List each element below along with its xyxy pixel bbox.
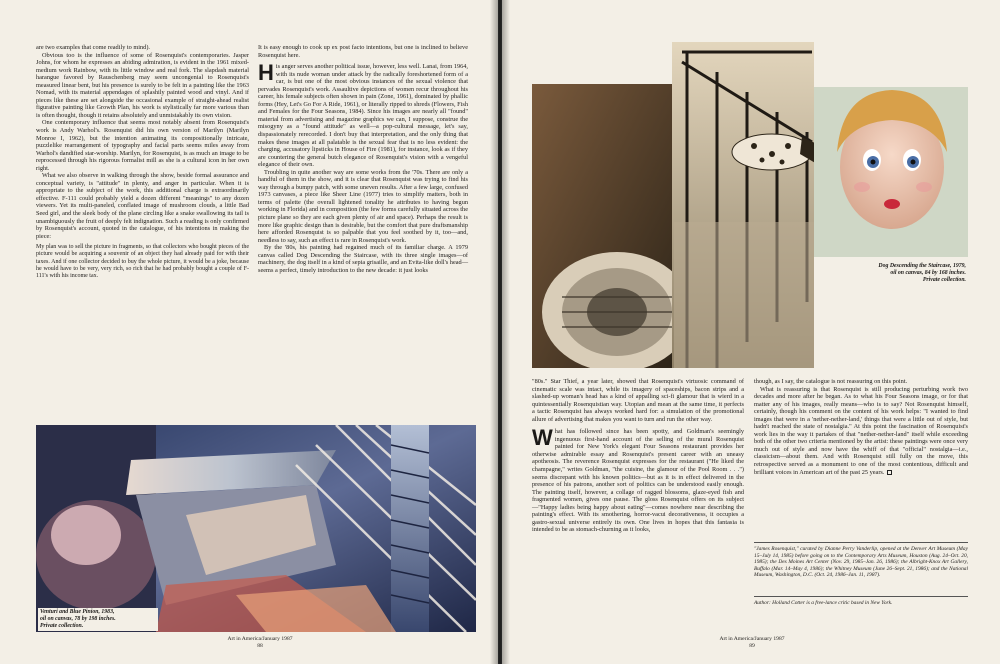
paragraph: are two examples that come readily to mind). [36,44,151,51]
author-note: Author: Holland Cotter is a free-lance critic based in New York. [754,600,893,606]
dog-descending-staircase-painting [532,42,968,368]
left-page-column-2 [258,44,468,274]
magazine-name: Art in America/January 1987 [227,636,293,642]
drop-cap: H [258,60,274,86]
magazine-name: Art in America/January 1987 [719,636,785,642]
paragraph: What is reassuring is that Rosenquist is still producing perturbing work two decades and more after he began. As to what his Four Seasons image, or for that matter any of his images, really means—who is to say? Not Rosenquist himself, certainly, though his comment on the content of his work helps: "I wanted to find images that were in a 'nether-nether-land,' things that were a little out of style, but hadn't reached the state of nostalgia." At this point the fascination of Rosenquist's work lies in the way it partakes of that "nether-nether-land" itself while exceeding both of the other two criteria mentioned by the artist: these paintings were once very much out of style and now have the whiff of that "official" nostalgia—i.e., classicism—about them. And with Rosenquist still fully on the move, this retrospective served as a monument to one of the most contentious, difficult and brilliant voices in American art of the past 25 years. [754,385,968,476]
paragraph: What we also observe in walking through the show, beside formal assurance and conceptual variety, is "attitude" in plenty, and anger in particular. When it is appropriate to the subject of the work, this additional charge is extraordinarily effective. F-111 could probably yield a dozen different "meanings" to any dozen viewers. Yet its multi-paneled, conflated image of mushroom clouds, a little Bad Seed girl, and the sleek body of the plane circling like a snake swallowing its tail is unambiguously the fruit of deeply felt indignation. Such a reading is only confirmed by Rosenquist's account, quoted in the catalogue, of his intentions in making the piece: [36,172,249,240]
page-number: 89 [749,643,755,649]
paragraph: "80s." Star Thief, a year later, showed that Rosenquist's virtuosic command of cinematic scale was intact, while its imagery of spaceships, bacon strips and a slashed-up woman's head has a kind of appalling sci-fi glamour that is wierd in a quintessentially Rosenquistian way. Utopian and mean at the same time, it perfects a tactic Rosenquist has always worked hard for: a simulation of the promotional allure of advertising that makes you want to turn and run the other way. [532,378,744,423]
block-quote: My plan was to sell the picture in fragments, so that collectors who bought pieces of the picture would be acquiring a souvenir of an object they had already paid for with their taxes. And if one collector decided to buy the whole picture, it would be a joke, because he would have to be very, very rich, so rich that he had probably bought a couple of F-111's with his income tax. [36,244,249,280]
caption-collection: Private collection. [922,277,966,283]
author-rule [754,596,968,597]
paragraph: though, as I say, the catalogue is not reassuring on this point. [754,378,908,385]
caption-medium: oil on canvas, 78 by 198 inches. [40,616,116,622]
binding-gutter [490,0,510,664]
footnote-rule [754,542,968,543]
page-number: 88 [257,643,263,649]
paragraph: Troubling in quite another way are some works from the '70s. There are only a handful of them in the show, and it is clear that Rosenquist was trying to find his way through a bumpy patch, with some uneven results. After a few large, confused 1973 canvases, a piece like Sheer Line (1977) tries to simplify matters, both in terms of palette (the overall lightened tonality he attributes to having begun working in Florida) and in composition (the few forms carefully situated across the picture plane so they are each given plenty of air and space). Perhaps the result is more like graphic design than is desirable, but the comfort that pure draftsmanship here afforded Rosenquist is so palpable that you feel soothed by it, too—and, needless to say, such an effect is rare in Rosenquist's work. [258,168,468,244]
paragraph: hat has followed since has been spotty, and Goldman's seemingly ingenuous first-hand account of the selling of the mural Rosenquist painted for New York's elegant Four Seasons restaurant provides her otherwise admirable essay and Rosenquist's present career with an uneasy apotheosis. The reverence Rosenquist expresses for the restaurant ("He liked the champagne," writes Goldman, "the cuisine, the glamour of the Pool Room . . .") seems discrepant with his known politics—but as it is in effect delivered in the presence of his patrons, another sort of politics can be understood easily enough. The painting itself, however, a collage of ragged blossoms, glaze-eyed fish and fragmented women, gives one pause. The gloss Rosenquist offers on its subject—"Happy ladies being happy about eating"—comes nowhere near describing the painting's effect. With its smothering, horror-vacui decorativeness, it occupies a gastro-sexual universe entirely its own. One lives in hopes that this fantasia is intended to be as stomach-churning as it looks, [532,428,744,534]
paragraph: It is easy enough to cook up ex post facto intentions, but one is inclined to believe Rosenquist here. [258,44,468,59]
drop-cap: W [532,425,553,451]
paragraph: One contemporary influence that seems most notably absent from Rosenquist's work is Andy Warhol's. Rosenquist did his own version of Marilyn (Marilyn Monroe I, 1962), but the intention animating its compositionally intricate, puzzlelike rearrangement of typography and facial parts seems miles away from Warhol's dandified star-worship. Marilyn, for Rosenquist, is as much an image to be reprocessed through his rigorous formalist mill as she is a cultural icon in her own right. [36,119,249,172]
right-figure-caption [818,262,968,285]
right-folio [692,636,812,650]
end-mark-icon [887,470,892,475]
paragraph: By the '80s, his painting had regained much of its familiar charge. A 1979 canvas called Dog Descending the Staircase, with its three single images—of machinery, the dog itself in a kind of sepia grisaille, and an Evita-like doll's head—seems a perfect, timely introduction to the new decade: it just looks [258,244,468,274]
right-page [502,0,1000,664]
left-folio [200,636,320,650]
caption-medium: oil on canvas, 84 by 168 inches. [890,270,966,276]
paragraph: Obvious too is the influence of some of Rosenquist's contemporaries. Jasper Johns, for whom he expresses an abiding admiration, is evident in the 1961 mixed-medium work Rainbow, with its little window and real fork. The slapdash material harangue favored by Rauschenberg may seem uncongenial to Rosenquist's measured linear bent, but his presence is surely to be felt in a painting like the 1963 Nomad, with its material appendages of splashily painted wood and vinyl. And if pieces like these are set alongside the occasional example of straight-ahead realist figurative painting like Growth Plan, his work is stylistically far more various than is often thought, though it retains absolutely and unmistakably its own vision. [36,51,249,119]
left-page [0,0,498,664]
caption-title: Venturi and Blue Pinion, 1983, [40,609,115,615]
left-figure-caption [38,608,158,631]
paragraph: is anger serves another political issue, however, less well. Lanai, from 1964, with its nude woman under attack by the radically foreshortened form of a car, is but one of the most obvious instances of the sexual violence that pervades Rosenquist's work. Assaultive depictions of women recur throughout his career, his female subjects often shown in pain (Zone, 1961), dominated by phallic forms (Hey, Let's Go For A Ride, 1961), or literally ripped to shreds (Flowers, Fish and Females for the Four Seasons, 1984). Since his images are nearly all "found" material from advertising and magazine graphics we can, I suppose, construe the misogyny as a "found attitude" as well—a pop-cultural message, let's say, dispassionately rerecorded. I don't buy that interpretation, and the only thing that makes these images at all palatable is the sexual fear that is no less evident: the charging, accusatory lipsticks in House of Fire (1981), for instance, look as if they are countering the general butch elegance of Rosenquist's vision with a vengeful elegance of their own. [258,63,468,169]
venturi-blue-pinion-painting [36,425,476,632]
caption-title: Dog Descending the Staircase, 1979, [878,263,966,269]
left-page-column-1 [36,44,249,284]
footnote: "James Rosenquist," curated by Dianne Perry Vanderlip, opened at the Denver Art Museum (May 15–July 14, 1985) before going on to the Contemporary Arts Museum, Houston (Aug. 24–Oct. 20, 1985); the Des Moines Art Center (Nov. 29, 1985–Jan. 26, 1986); the Albright-Knox Art Gallery, Buffalo (Mar. 14–May 4, 1986); the Whitney Museum (June 26–Sept. 21, 1986); and the National Museum, Washington, D.C. (Oct. 24, 1986–Jan. 11, 1987). [754,546,968,579]
caption-collection: Private collection. [40,623,84,629]
right-page-column-1 [532,378,744,534]
right-page-column-2 [754,378,968,476]
